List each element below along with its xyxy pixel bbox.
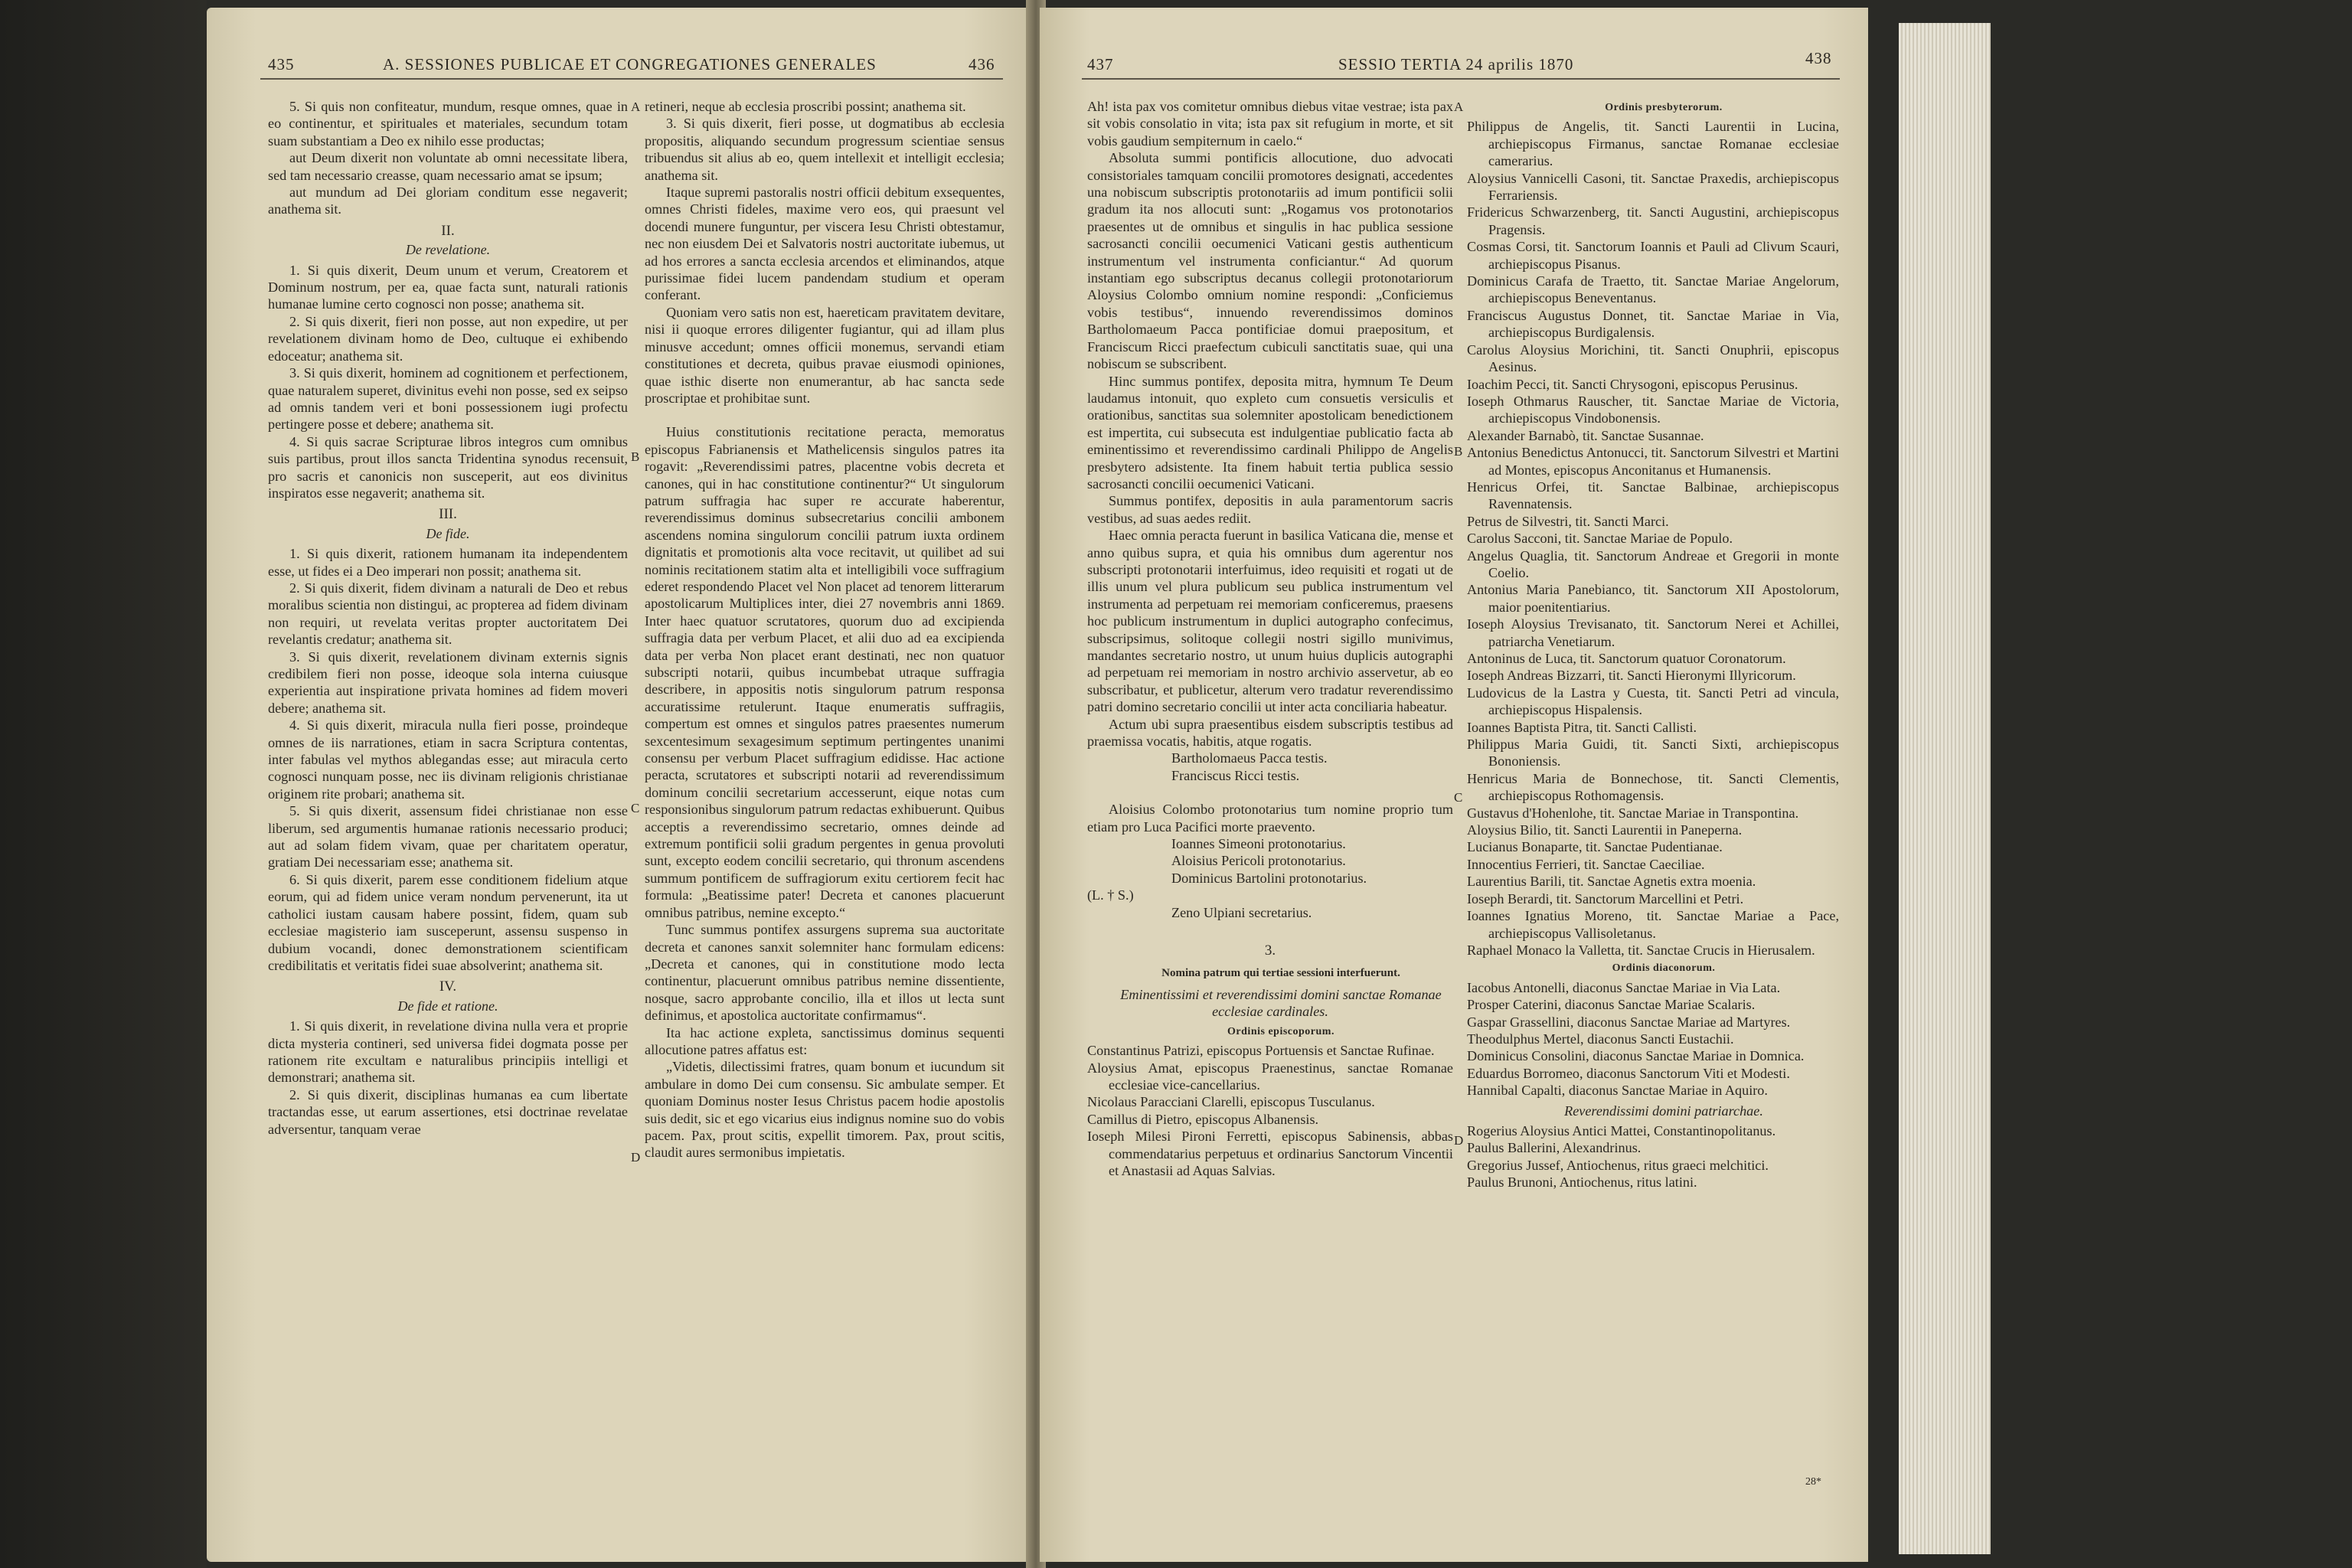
right-margin-marker-c: C xyxy=(1454,790,1463,805)
right-page-number: 438 xyxy=(1805,49,1832,67)
name-entry: Innocentius Ferrieri, tit. Sanctae Caeciliae. xyxy=(1467,856,1705,872)
book-spread xyxy=(31,0,1838,1568)
name-entry: Fridericus Schwarzenberg, tit. Sancti Augustini, archiepiscopus Pragensis. xyxy=(1467,204,1839,237)
name-entry: Gregorius Jussef, Antiochenus, ritus graeci melchitici. xyxy=(1467,1157,1769,1173)
right-column-1 xyxy=(1087,98,1453,1179)
text-block: 3. Si quis dixerit, fieri posse, ut dogmatibus ab ecclesia propositis, aliquando secundum progressum scientiae sensus tribuendus sit alius ab eo, quem intellexit et intelligit ecclesia; anathema sit. xyxy=(645,116,1004,183)
name-entry: Gustavus d'Hohenlohe, tit. Sanctae Mariae in Transpontina. xyxy=(1467,805,1799,821)
text-block: Franciscus Ricci testis. xyxy=(1171,767,1300,783)
text-block: De revelatione. xyxy=(405,242,491,258)
text-block: Haec omnia peracta fuerunt in basilica Vaticana die, mense et anno quibus supra, et quia his omnibus dum agerentur nos subscripti protonotarii interfuimus, ideo requisiti et rogati ut de illis unum vel plura publicum seu publica instrumentum vel instrumenta ad perpetuam rei memoriam conficeremus, praesens hoc publicum instrumentum in duplici autographo confecimus, subscripsimus, solitoque collegii nostri sigillo munivimus, mandantes secretario nostro, ut unum huius duplicis autographi ad perpetuam rei memoriam in nostro archivio asservetur, ab eo subscribatur, et publicetur, alterum vero tradatur reverendissimo patri domino secretario concilii ut inter acta conciliaria habeatur. xyxy=(1087,528,1453,715)
name-entry: Rogerius Aloysius Antici Mattei, Constantinopolitanus. xyxy=(1467,1122,1776,1138)
text-block: Quoniam vero satis non est, haereticam pravitatem devitare, nisi ii quoque errores diligenter fugiantur, qui ad illam plus minusve accedunt; omnes officii monemus, servandi etiam constitutiones et decreta, quibus pravae eiusmodi opiniones, quae isthic diserte non enumerantur, ab hac sancta sede proscriptae et prohibitae sunt. xyxy=(645,304,1004,406)
name-entry: Carolus Aloysius Morichini, tit. Sancti Onuphrii, episcopus Aesinus. xyxy=(1467,341,1839,375)
name-entry: Ioannes Ignatius Moreno, tit. Sanctae Mariae a Pace, archiepiscopus Vallisoletanus. xyxy=(1467,908,1839,941)
right-column-number: 437 xyxy=(1087,55,1114,74)
name-entry: Dominicus Carafa de Traetto, tit. Sanctae Mariae Angelorum, archiepiscopus Beneventanus. xyxy=(1467,273,1839,306)
signature-mark: 28* xyxy=(1805,1476,1821,1488)
right-head-rule xyxy=(1082,78,1840,80)
margin-marker-c: C xyxy=(631,801,640,815)
right-margin-marker-a: A xyxy=(1454,100,1464,114)
name-entry: Ioachim Pecci, tit. Sancti Chrysogoni, episcopus Perusinus. xyxy=(1467,376,1798,392)
right-head-title: SESSIO TERTIA 24 aprilis 1870 xyxy=(1338,55,1574,74)
text-block: Huius constitutionis recitatione peracta, memoratus episcopus Fabrianensis et Mathelicensis singulos patres ita rogavit: „Reverendissimi patres, placentne vobis decreta et canones, qui in hac constitutione continentur?“ Ut singulorum patrum suffragia hac super re accurate haberentur, reverendissimus dominus subsecretarius concilii ambonem ascendens nomina singulorum concilii patrum iuxta ordinem dignitatis et promotionis alta voce recitavit, ut quilibet ad sui nominis recitationem statim alta et intelligibili voce suffragium ederet respondendo Placet vel Non placet ad tenorem litterarum apostolicarum Multiplices inter, diei 27 novembris anni 1869. Inter haec quatuor scrutatores, quorum duo ad excipienda suffragia data per verbum Placet, et alii duo ad ea excipienda data per verba Non placet erant destinati, nec non quatuor subscripti notarii, quibus incumbebat utraque suffragia describere, in appositis notis singulorum patrum responsa accuratissime retulerunt. Itaque enumeratis suffragiis, compertum est omnes et singulos patres praesentes numerum sexcentesimum sexagesimum septimum pertingentes unanimi consensu per verbum Placet suffragium edidisse. Hac actione peracta, scrutatores et subscripti notarii ad reverendissimum dominum concilii secretarium accesserunt, eique notas cum responsionibus singulorum patrum redactas exhibuerunt. Quibus acceptis a reverendissimo secretario, omnes deinde ad extremum pontificii solii gradum pergentes in genua provoluti sunt, excepto eodem concilii secretario, qui thronum ascendens summum pontificem de suffragiorum exitu certiorem fecit hac formula: „Beatissime pater! Decreta et canones placuerunt omnibus patribus, nemine excepto.“ xyxy=(645,424,1004,920)
name-entry: Philippus de Angelis, tit. Sancti Laurentii in Lucina, archiepiscopus Firmanus, sanctae Romanae ecclesiae camerarius. xyxy=(1467,119,1839,169)
name-entry: Petrus de Silvestri, tit. Sancti Marci. xyxy=(1467,513,1669,529)
text-block: 5. Si quis dixerit, assensum fidei christianae non esse liberum, sed argumentis humanae rationis necessario produci; aut ad solam fidem vivam, quae per charitatem operatur, gratiam Dei necessariam esse; anathema sit. xyxy=(268,803,628,871)
name-entry: Henricus Maria de Bonnechose, tit. Sancti Clementis, archiepiscopus Rothomagensis. xyxy=(1467,770,1839,804)
text-block: Bartholomaeus Pacca testis. xyxy=(1171,750,1328,766)
name-entry: Carolus Sacconi, tit. Sanctae Mariae de Populo. xyxy=(1467,531,1733,547)
text-block: 1. Si quis dixerit, rationem humanam ita independentem esse, ut fides ei a Deo imperari non possit; anathema sit. xyxy=(268,546,628,579)
text-block: 3. Si quis dixerit, revelationem divinam externis signis credibilem fieri non posse, ideoque sola interna cuiusque experientia aut inspiratione privata homines ad fidem moveri debere; anathema sit. xyxy=(268,648,628,716)
name-entry: Ioseph Aloysius Trevisanato, tit. Sanctorum Nerei et Achillei, patriarcha Venetiarum. xyxy=(1467,616,1839,649)
name-entry: Ioseph Berardi, tit. Sanctorum Marcellini et Petri. xyxy=(1467,890,1744,906)
text-block: 1. Si quis dixerit, in revelatione divina nulla vera et proprie dicta mysteria contineri, sed universa fidei dogmata posse per rationem rite excultam e naturalibus principiis intelligi et demonstrari; anathema sit. xyxy=(268,1018,628,1086)
text-block: „Videtis, dilectissimi fratres, quam bonum et iucundum sit ambulare in domo Dei cum consensu. Sic ambulate semper. Et quoniam Dominus noster Iesus Christus pacem hodie apostolis suis dedit, sic et ego vicarius eius indignus nomine suo do vobis pacem. Pax, prout scitis, expellit timorem. Pax, prout scitis, claudit aures sermonibus impietatis. xyxy=(645,1059,1004,1161)
text-block: Reverendissimi domini patriarchae. xyxy=(1564,1102,1763,1119)
text-block: (L. † S.) xyxy=(1087,887,1134,903)
text-block: Summus pontifex, depositis in aula paramentorum sacris vestibus, ad suas aedes rediit. xyxy=(1087,493,1453,526)
right-page xyxy=(1040,8,1868,1562)
text-block: Dominicus Bartolini protonotarius. xyxy=(1171,870,1367,886)
margin-marker-b: B xyxy=(631,449,640,464)
text-block: Hinc summus pontifex, deposita mitra, hymnum Te Deum laudamus intonuit, quo expleto cum consuetis versiculis et orationibus, sanctitas sua solemniter apostolicam benedictionem est impertita, cui subsecuta est indulgentiae publicatio facta ab eminentissimo et reverendissimo cardinali Philippo de Angelis presbytero adsistente. Ita finem habuit tertia publica sessio sacrosancti concilii oecumenici Vaticani. xyxy=(1087,373,1453,492)
spacer xyxy=(645,407,1004,423)
text-block: 1. Si quis dixerit, Deum unum et verum, Creatorem et Dominum nostrum, per ea, quae facta sunt, naturali rationis humanae lumine certo cognosci non posse; anathema sit. xyxy=(268,262,628,312)
text-block: Ordinis episcoporum. xyxy=(1227,1025,1334,1037)
left-head-rule xyxy=(260,78,1003,80)
text-block: Ordinis diaconorum. xyxy=(1612,962,1716,975)
name-entry: Angelus Quaglia, tit. Sanctorum Andreae et Gregorii in monte Coelio. xyxy=(1467,547,1839,580)
name-entry: Iacobus Antonelli, diaconus Sanctae Mariae in Via Lata. xyxy=(1467,979,1781,995)
right-margin-marker-d: D xyxy=(1454,1133,1464,1148)
name-entry: Laurentius Barili, tit. Sanctae Agnetis extra moenia. xyxy=(1467,874,1756,890)
text-block: 5. Si quis non confiteatur, mundum, resque omnes, quae in eo continentur, et spirituales et materiales, secundum totam suam substantiam a Deo ex nihilo esse productas; xyxy=(268,99,628,149)
left-page xyxy=(207,8,1030,1562)
left-column-number: 436 xyxy=(969,55,995,74)
name-entry: Antonius Benedictus Antonucci, tit. Sanctorum Silvestri et Martini ad Montes, episcopus Anconitanus et Humanensis. xyxy=(1467,445,1839,478)
text-block: II. xyxy=(441,222,455,239)
spacer xyxy=(1087,921,1453,938)
name-entry: Nicolaus Paracciani Clarelli, episcopus Tusculanus. xyxy=(1087,1094,1375,1110)
text-block: Ioannes Simeoni protonotarius. xyxy=(1171,836,1346,852)
name-entry: Cosmas Corsi, tit. Sanctorum Ioannis et Pauli ad Clivum Scauri, archiepiscopus Pisanus. xyxy=(1467,239,1839,272)
margin-marker-a: A xyxy=(631,100,641,114)
text-block: aut Deum dixerit non voluntate ab omni necessitate libera, sed tam necessario creasse, quam necessario amat se ipsum; xyxy=(268,150,628,183)
name-entry: Hannibal Capalti, diaconus Sanctae Mariae in Aquiro. xyxy=(1467,1083,1768,1099)
name-entry: Aloysius Vannicelli Casoni, tit. Sanctae Praxedis, archiepiscopus Ferrariensis. xyxy=(1467,170,1839,204)
left-column-1 xyxy=(268,98,628,1138)
text-block: aut mundum ad Dei gloriam conditum esse negaverit; anathema sit. xyxy=(268,185,628,217)
left-page-number: 435 xyxy=(268,55,295,74)
text-block: Actum ubi supra praesentibus eisdem subscriptis testibus ad praemissa vocatis, habitis, atque rogatis. xyxy=(1087,716,1453,750)
left-head-title: A. SESSIONES PUBLICAE ET CONGREGATIONES GENERALES xyxy=(383,55,877,74)
text-block: 6. Si quis dixerit, parem esse conditionem fidelium atque eorum, qui ad fidem unice veram nondum pervenerunt, ita ut catholici iustam causam habere possint, fidem, quam sub ecclesiae magisterio iam susceperunt, assensu suspenso in dubium vocandi, donec demonstrationem scientificam credibilitatis et veritatis fidei suae absolverint; anathema sit. xyxy=(268,871,628,973)
name-entry: Henricus Orfei, tit. Sanctae Balbinae, archiepiscopus Ravennatensis. xyxy=(1467,479,1839,512)
right-column-2 xyxy=(1467,98,1839,1191)
name-entry: Philippus Maria Guidi, tit. Sancti Sixti, archiepiscopus Bononiensis. xyxy=(1467,737,1839,769)
name-entry: Antoninus de Luca, tit. Sanctorum quatuor Coronatorum. xyxy=(1467,651,1786,666)
text-block: Tunc summus pontifex assurgens suprema sua auctoritate decreta et canones sanxit solemniter hanc formulam edicens: „Decreta et canones, qui in constitutione modo lecta continentur, placuerunt omnibus patribus nemine dissentiente, nosque, sacro approbante concilio, illa et illos ut lecta sunt definimus, et apostolica auctoritate confirmamus“. xyxy=(645,922,1004,1024)
text-block: Ordinis presbyterorum. xyxy=(1605,102,1723,113)
name-entry: Ludovicus de la Lastra y Cuesta, tit. Sancti Petri ad vincula, archiepiscopus Hispalensis. xyxy=(1467,684,1839,718)
text-block: Eminentissimi et reverendissimi domini sanctae Romanae ecclesiae cardinales. xyxy=(1120,986,1442,1020)
text-block: Aloisius Colombo protonotarius tum nomine proprio tum etiam pro Luca Pacifici morte praevento. xyxy=(1087,802,1453,835)
text-block: IV. xyxy=(439,978,457,995)
text-block: 4. Si quis dixerit, miracula nulla fieri posse, proindeque omnes de iis narrationes, etiam in sacra Scriptura contentas, inter fabulas vel mythos ablegandas esse; aut miracula certo cognosci nunquam posse, nec iis divinam religionis christianae originem rite probari; anathema sit. xyxy=(268,717,628,802)
name-entry: Theodulphus Mertel, diaconus Sancti Eustachii. xyxy=(1467,1031,1734,1047)
text-block: Nomina patrum qui tertiae sessioni interfuerunt. xyxy=(1161,966,1400,979)
text-block: Itaque supremi pastoralis nostri officii debitum exsequentes, omnes Christi fideles, maxime vero eos, qui praesunt vel docendi munere funguntur, per viscera Iesu Christi obtestamur, nec non eiusdem Dei et Salvatoris nostri auctoritate iubemus, ut ad hos errores a sancta ecclesia arcendos et eliminandos, atque purissimae fidei lucem pandendam studium et operam conferant. xyxy=(645,185,1004,303)
text-block: 3. xyxy=(1264,942,1276,959)
name-entry: Raphael Monaco la Valletta, tit. Sanctae Crucis in Hierusalem. xyxy=(1467,942,1815,958)
name-entry: Ioseph Milesi Pironi Ferretti, episcopus Sabinensis, abbas commendatarius perpetuus et ordinarius Sanctorum Vincentii et Anastasii ad Aquas Salvias. xyxy=(1087,1129,1453,1178)
name-entry: Aloysius Bilio, tit. Sancti Laurentii in Panepernа. xyxy=(1467,822,1743,838)
text-block: Aloisius Pericoli protonotarius. xyxy=(1171,853,1346,869)
spacer xyxy=(1087,784,1453,801)
text-block: 4. Si quis sacrae Scripturae libros integros cum omnibus suis partibus, prout illos sancta Tridentina synodus recensuit, pro sacris et canonicis non susceperit, aut eos divinitus inspiratos esse negaverit; anathema sit. xyxy=(268,433,628,501)
name-entry: Dominicus Consolini, diaconus Sanctae Mariae in Domnica. xyxy=(1467,1048,1805,1064)
name-entry: Prosper Caterini, diaconus Sanctae Mariae Scalaris. xyxy=(1467,997,1756,1013)
right-margin-marker-b: B xyxy=(1454,444,1463,459)
text-block: III. xyxy=(439,506,457,523)
name-entry: Ioseph Andreas Bizzarri, tit. Sancti Hieronymi Illyricorum. xyxy=(1467,668,1796,684)
text-block: retineri, neque ab ecclesia proscribi possint; anathema sit. xyxy=(645,99,966,114)
name-entry: Lucianus Bonaparte, tit. Sanctae Pudentianae. xyxy=(1467,839,1723,855)
text-block: De fide. xyxy=(426,525,470,541)
text-block: 2. Si quis dixerit, disciplinas humanas ea cum libertate tractandas esse, ut earum assertiones, etsi doctrinae revelatae adversentur, tanquam verae xyxy=(268,1086,628,1137)
name-entry: Paulus Brunoni, Antiochenus, ritus latini. xyxy=(1467,1174,1697,1191)
name-entry: Eduardus Borromeo, diaconus Sanctorum Viti et Modesti. xyxy=(1467,1065,1790,1081)
text-block: Absoluta summi pontificis allocutione, duo advocati consistoriales tamquam concilii promotores designati, accedentes una nobiscum subscriptis protonotariis ad imum pontificii solii gradum ita nos allocuti sunt: „Rogamus vos protonotarios praesentes ut de omnibus et singulis in hac publica sessione sacrosancti concilii oecumenici Vaticani gestis authenticum instrumentum vel instrumenta conficiantur.“ Ad quorum instantiam ego subscriptus decanus collegii protonotariorum Aloysius Colombo omnium nomine respondi: „Conficiemus vobis testibus“, innuendo reverendissimos dominos Bartholomaeum Pacca pontificiae domui praepositum, et Franciscum Ricci praefectum cubiculi sanctitatis suae, qui una nobiscum se subscribent. xyxy=(1087,150,1453,372)
text-block: Ah! ista pax vos comitetur omnibus diebus vitae vestrae; ista pax sit vobis consolatio in vita; ista pax sit refugium in morte, et sit vobis gaudium sempiternum in caelo.“ xyxy=(1087,99,1453,149)
name-entry: Gaspar Grassellini, diaconus Sanctae Mariae ad Martyres. xyxy=(1467,1014,1791,1030)
text-block: Ita hac actione expleta, sanctissimus dominus sequenti allocutione patres affatus est: xyxy=(645,1024,1004,1057)
text-block: De fide et ratione. xyxy=(397,998,498,1014)
text-block: 2. Si quis dixerit, fieri non posse, aut non expedire, ut per revelationem divinam homo de Deo, cultuque ei exhibendo edoceatur; anathema sit. xyxy=(268,313,628,364)
name-entry: Constantinus Patrizi, episcopus Portuensis et Sanctae Rufinae. xyxy=(1087,1043,1435,1059)
text-block: 2. Si quis dixerit, fidem divinam a naturali de Deo et rebus moralibus scientia non distingui, ac propterea ad fidem divinam non requiri, ut revelata veritas propter auctoritatem Dei revelantis credatur; anathema sit. xyxy=(268,580,628,648)
name-entry: Antonius Maria Panebianco, tit. Sanctorum XII Apostolorum, maior poenitentiarius. xyxy=(1467,582,1839,615)
name-entry: Aloysius Amat, episcopus Praenestinus, sanctae Romanae ecclesiae vice-cancellarius. xyxy=(1087,1060,1453,1093)
text-block: 3. Si quis dixerit, hominem ad cognitionem et perfectionem, quae naturalem superet, divinitus evehi non posse, sed ex seipso ad omnis tandem veri et boni possessionem iugi profectu pertingere posse et debere; anathema sit. xyxy=(268,365,628,433)
name-entry: Camillus di Pietro, episcopus Albanensis. xyxy=(1087,1111,1319,1127)
margin-marker-d: D xyxy=(631,1150,641,1165)
left-column-2 xyxy=(645,98,1004,1161)
name-entry: Alexander Barnabò, tit. Sanctae Susannae. xyxy=(1467,427,1704,443)
name-entry: Franciscus Augustus Donnet, tit. Sanctae Mariae in Via, archiepiscopus Burdigalensis. xyxy=(1467,307,1839,341)
name-entry: Ioannes Baptista Pitra, tit. Sancti Callisti. xyxy=(1467,719,1697,735)
name-entry: Ioseph Othmarus Rauscher, tit. Sanctae Mariae de Victoria, archiepiscopus Vindobonensis. xyxy=(1467,393,1839,426)
name-entry: Paulus Ballerini, Alexandrinus. xyxy=(1467,1140,1642,1156)
text-block: Zeno Ulpiani secretarius. xyxy=(1171,904,1312,920)
page-edges xyxy=(1899,23,1991,1554)
